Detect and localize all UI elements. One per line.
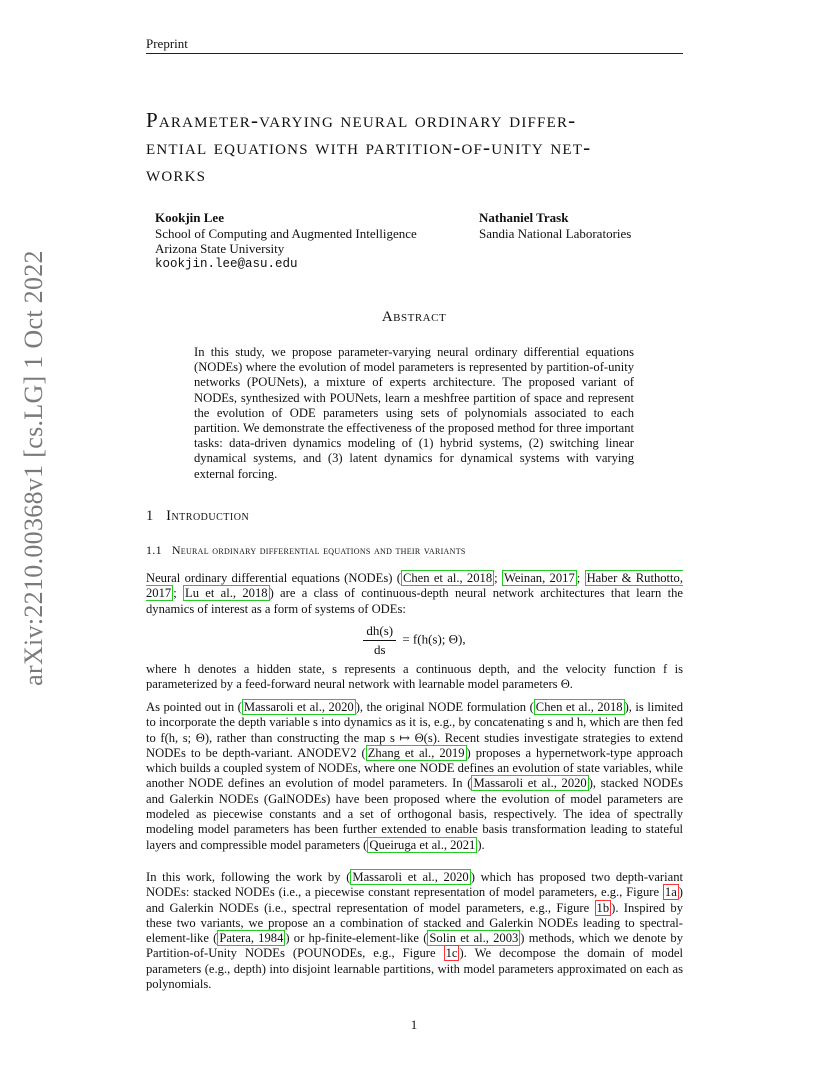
title-line: Parameter-varying neural ordinary differ-	[146, 108, 577, 132]
author-block-1	[155, 210, 417, 272]
citation-link[interactable]: Zhang et al., 2019	[367, 745, 465, 760]
paragraph: In this work, following the work by ( Massaroli et al., 2020 ) which has proposed two depth-variant NODEs: stacked NODEs (i.e., a piecewise constant representation of model parameters, e.g., Figure 1a ) and Galerkin NODEs (i.e., spectral representation of model parameters, e.g., Figure 1b ). Inspired by these two variants, we propose an a combination of stacked and Galerkin NODEs leading to spectral-element-like ( Patera, 1984 ) or hp-finite-element-like ( Solin et al., 2003 ) methods, which we denote by Partition-of-Unity NODEs (POUNODEs, e.g., Figure 1c ). We decompose the domain of model parameters (e.g., depth) into disjoint learnable partitions, with model parameters approximated on each as polynomials.	[146, 870, 684, 992]
author-affiliation: Sandia National Laboratories	[479, 225, 632, 241]
paragraph: where h denotes a hidden state, s represents a continuous depth, and the velocity function f is parameterized by a feed-forward neural network with learnable model parameters Θ.	[146, 662, 683, 692]
paragraph: As pointed out in ( Massaroli et al., 2020 ), the original NODE formulation ( Chen et al., 2018 ), is limited to incorporate the depth variable s into dynamics as it is, e.g., by concatenating s and h, which are then fed to f(h, s; Θ), rather than constructing the map s ↦ Θ(s). Recent studies investigate strategies to extend NODEs to be depth-variant. ANODEV2 ( Zhang et al., 2019 ) proposes a hypernetwork-type approach which builds a coupled system of NODEs, where one NODE defines an evolution of state variables, while another NODE defines an evolution of model parameters. In ( Massaroli et al., 2020 ), stacked NODEs and Galerkin NODEs (GalNODEs) have been proposed where the evolution of model parameters are modeled as piecewise constants and a set of orthogonal basis, respectively. The idea of spectrally modeling model parameters has been further extended to enable basis transformation leading to stateful layers and compressible model parameters ( Queiruga et al., 2021 ).	[146, 700, 683, 852]
citation-link[interactable]: Massaroli et al., 2020	[352, 870, 469, 884]
title-line: ential equations with partition-of-unity net-	[146, 135, 592, 159]
author-affiliation: School of Computing and Augmented Intelligence	[155, 225, 417, 241]
equation-denominator: ds	[373, 642, 386, 657]
paragraph: Neural ordinary differential equations (NODEs) ( Chen et al., 2018 ; Weinan, 2017 ; Haber & Ruthotto, 2017 ; Lu et al., 2018 ) are a class of continuous-depth neural network architectures that learn the dynamics of interest as a form of systems of ODEs:	[146, 571, 683, 616]
running-head: Preprint	[146, 36, 188, 51]
section-title: Introduction	[166, 508, 250, 524]
subsection-title: Neural ordinary differential equations and their variants	[171, 543, 466, 557]
page-number: 1	[410, 1017, 418, 1032]
citation-link[interactable]: Lu et al., 2018	[185, 586, 268, 601]
section-heading	[146, 508, 249, 525]
equation-rhs: = f(h(s); Θ),	[399, 631, 466, 647]
abstract-body: In this study, we propose parameter-varying neural ordinary differential equations (NODEs) where the evolution of model parameters is represented by partition-of-unity networks (POUNets), a mixture of experts architecture. The proposed variant of NODEs, synthesized with POUNets, learn a meshfree partition of space and represent the evolution of ODE parameters using sets of polynomials associated to each partition. We demonstrate the effectiveness of the proposed method for three important tasks: data-driven dynamics modeling of (1) hybrid systems, (2) switching linear dynamical systems, and (3) latent dynamics for dynamical systems with varying external forcing.	[194, 345, 634, 481]
citation-link[interactable]: Weinan, 2017	[503, 571, 575, 585]
arxiv-stamp: arXiv:2210.00368v1 [cs.LG] 1 Oct 2022	[19, 250, 48, 686]
paper-title	[146, 107, 686, 188]
figure-ref-link[interactable]: 1b	[596, 900, 610, 915]
author-affiliation: Arizona State University	[155, 241, 285, 256]
section-number: 1	[146, 508, 154, 524]
author-name: Nathaniel Trask	[479, 210, 569, 225]
citation-link[interactable]: Solin et al., 2003	[429, 931, 519, 946]
equation-numerator: dh(s)	[363, 623, 396, 641]
citation-link[interactable]: Queiruga et al., 2021	[369, 837, 476, 852]
citation-link[interactable]: Massaroli et al., 2020	[473, 776, 587, 791]
abstract-heading: Abstract	[381, 309, 447, 325]
citation-link[interactable]: Massaroli et al., 2020	[243, 700, 354, 714]
citation-link[interactable]: Haber & Ruthotto, 2017	[146, 571, 683, 601]
equation-fraction	[363, 623, 396, 658]
author-email[interactable]: kookjin.lee@asu.edu	[155, 256, 298, 271]
title-line: works	[146, 162, 207, 186]
equation	[146, 623, 683, 658]
author-name: Kookjin Lee	[155, 210, 224, 225]
author-block-2	[479, 210, 631, 241]
subsection-number: 1.1	[146, 543, 162, 557]
arxiv-sidebar	[0, 0, 60, 1072]
citation-link[interactable]: Chen et al., 2018	[535, 700, 623, 714]
citation-link[interactable]: Chen et al., 2018	[402, 571, 493, 585]
subsection-heading	[146, 543, 466, 558]
citation-link[interactable]: Patera, 1984	[219, 931, 284, 946]
header-rule	[146, 53, 683, 54]
figure-ref-link[interactable]: 1c	[445, 946, 458, 961]
figure-ref-link[interactable]: 1a	[664, 885, 677, 900]
